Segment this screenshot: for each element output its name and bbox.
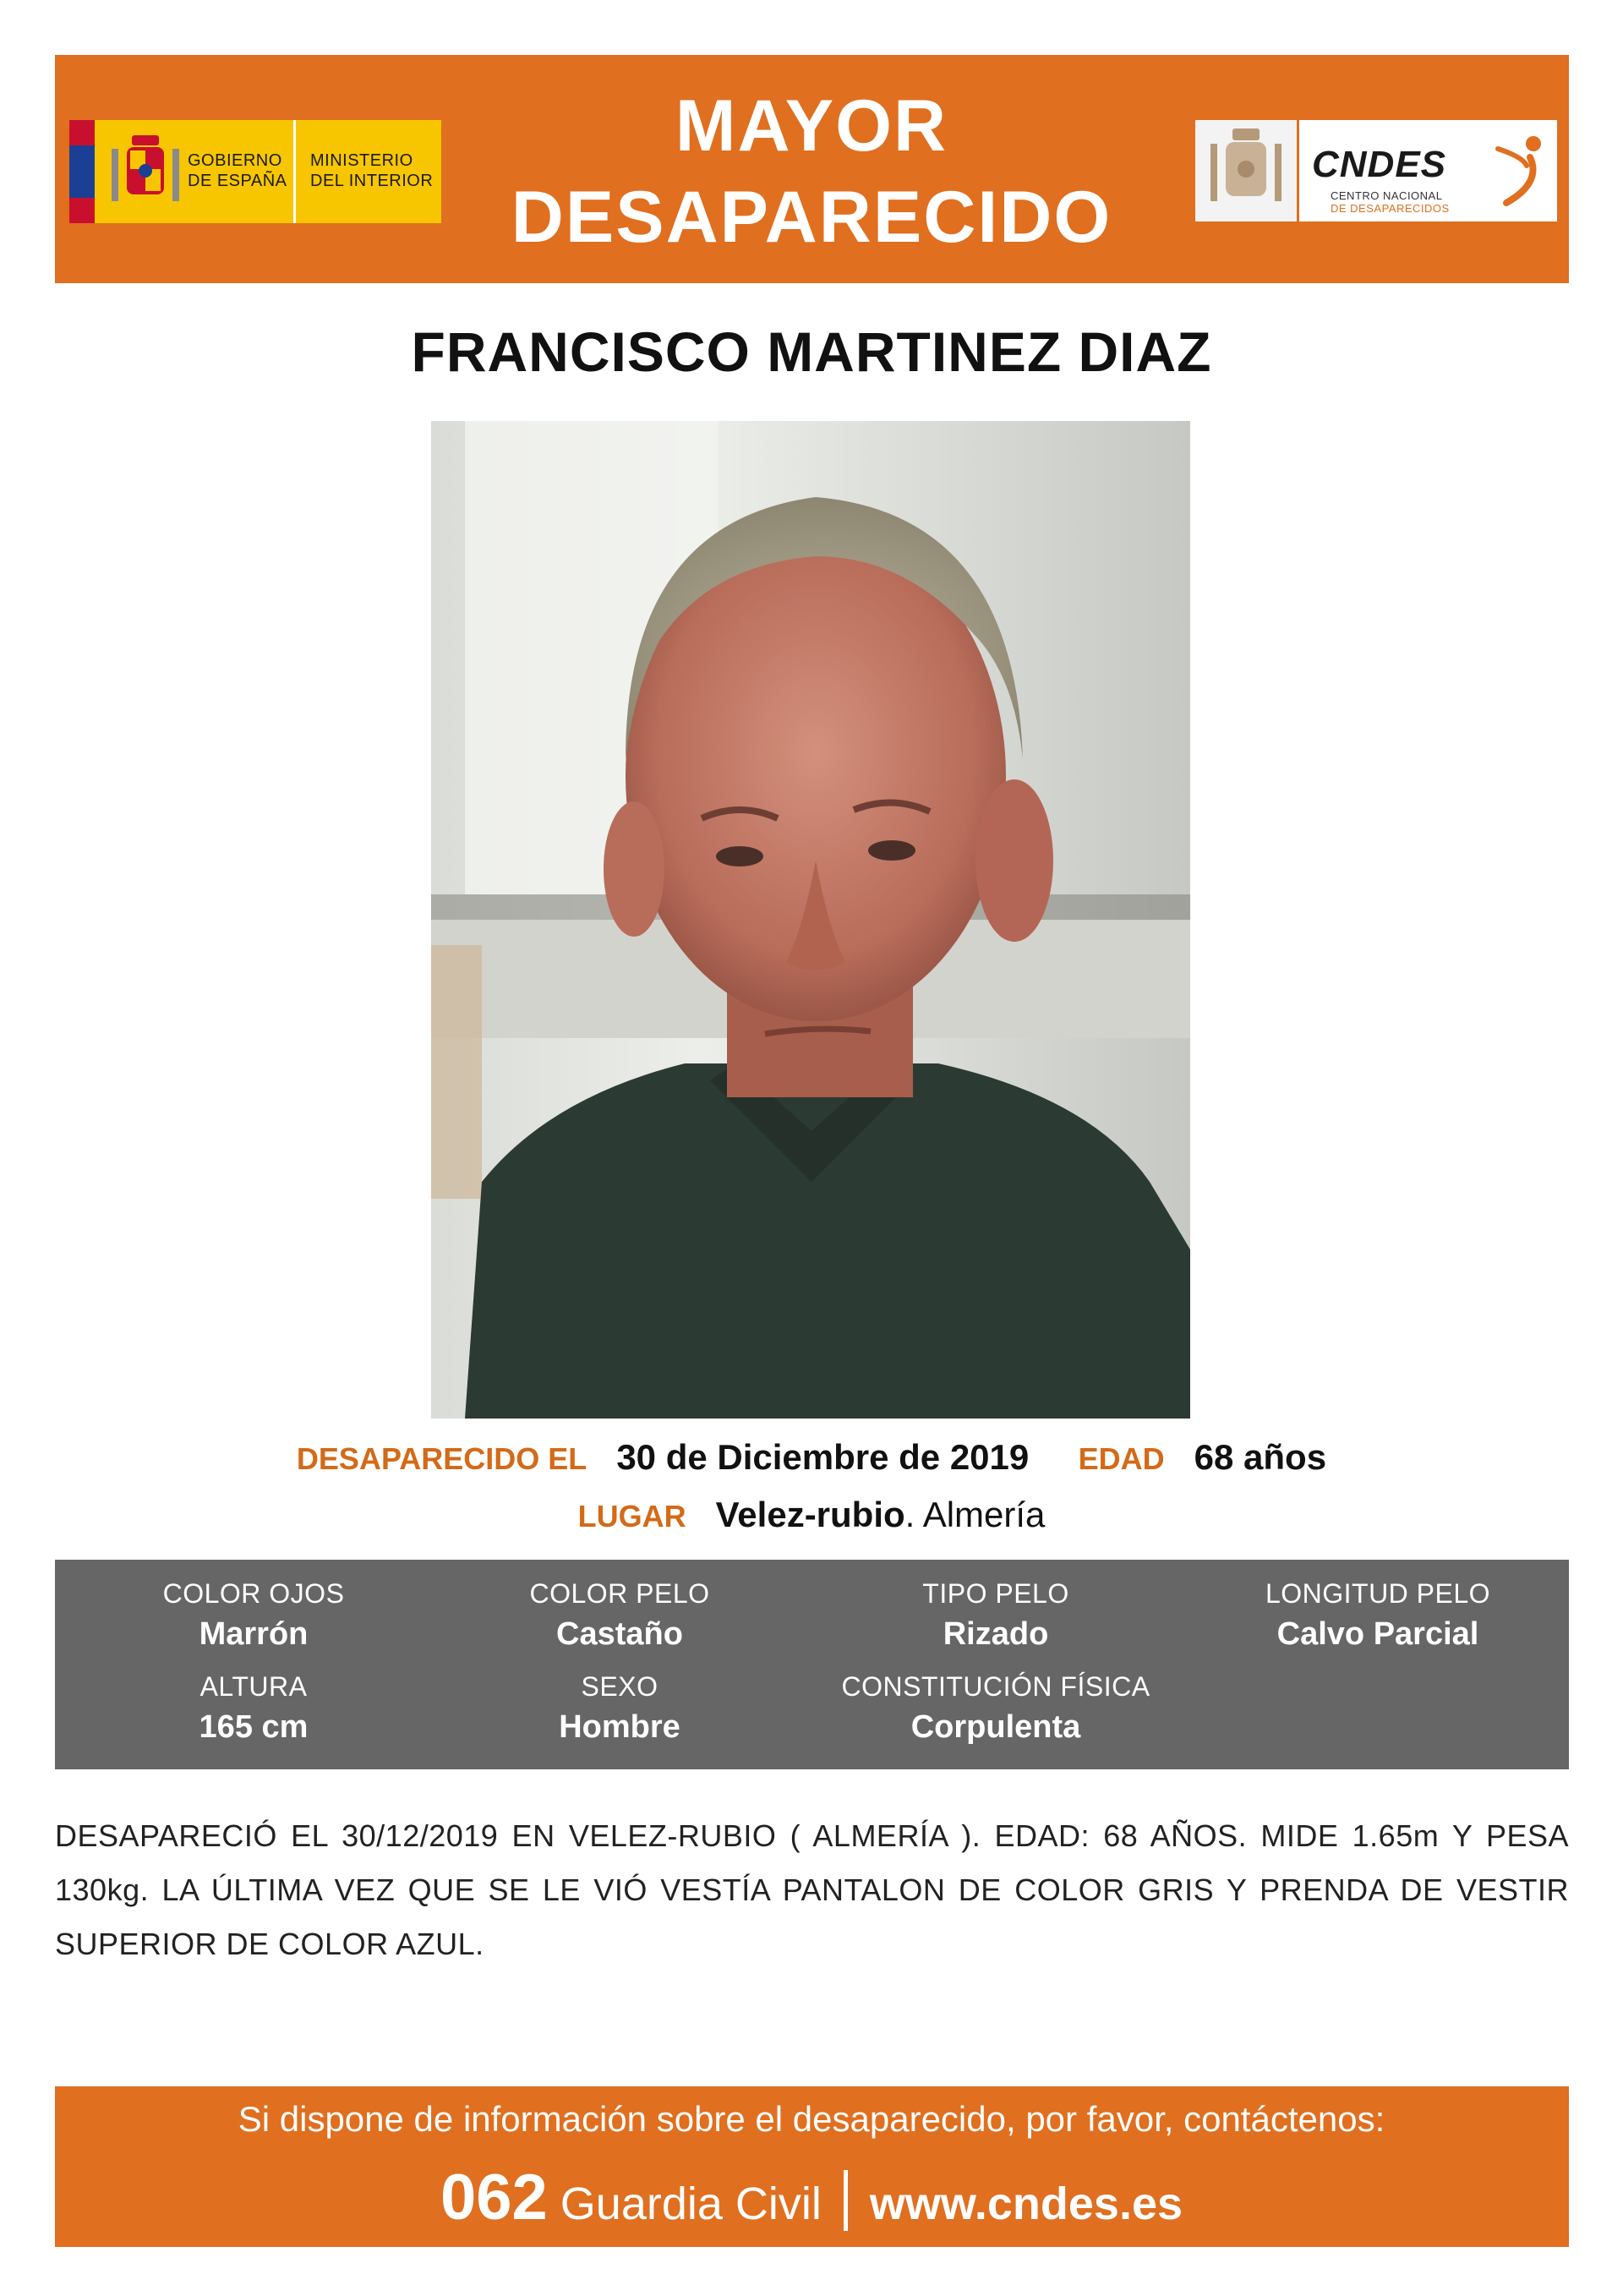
detail-value: Castaño	[556, 1616, 683, 1652]
detail-value: Calvo Parcial	[1276, 1616, 1479, 1652]
detail-build	[827, 1671, 1165, 1746]
missing-date-value: 30 de Diciembre de 2019	[616, 1437, 1030, 1477]
place-label: LUGAR	[577, 1499, 686, 1533]
physical-details-panel	[55, 1560, 1569, 1769]
detail-value: 165 cm	[199, 1709, 309, 1745]
detail-label: ALTURA	[199, 1671, 308, 1702]
detail-value: Hombre	[559, 1709, 680, 1745]
ministry-name-line1: MINISTERIO	[310, 151, 413, 170]
detail-sex	[451, 1671, 789, 1746]
detail-hair-length	[1209, 1578, 1547, 1653]
place-town: Velez-rubio	[715, 1495, 905, 1534]
poster-title-line2: DESAPARECIDO	[511, 177, 1112, 258]
detail-label: COLOR PELO	[529, 1578, 710, 1609]
place-line	[0, 1495, 1623, 1535]
cndes-subtitle-line2: DE DESAPARECIDOS	[1331, 202, 1450, 215]
running-figure-icon	[1489, 132, 1550, 208]
detail-value: Rizado	[943, 1616, 1049, 1652]
case-description: DESAPARECIÓ EL 30/12/2019 EN VELEZ-RUBIO ( ALMERÍA ). EDAD: 68 AÑOS. MIDE 1.65m Y PESA 130kg. LA ÚLTIMA VEZ QUE SE LE VIÓ VESTÍA PANTALON DE COLOR GRIS Y PRENDA DE VESTIR SUPERIOR DE COLOR AZUL.	[55, 1818, 1569, 1961]
crest-icon	[1195, 120, 1297, 221]
place-province: . Almería	[904, 1495, 1046, 1534]
poster-title-line1: MAYOR	[675, 85, 948, 167]
contact-line	[0, 2161, 1623, 2234]
gov-name-line1: GOBIERNO	[188, 151, 282, 170]
detail-value: Corpulenta	[910, 1709, 1081, 1745]
missing-date-label: DESAPARECIDO EL	[296, 1441, 587, 1476]
cndes-logo	[1195, 120, 1557, 221]
detail-hair-type	[827, 1578, 1165, 1653]
age-label: EDAD	[1078, 1441, 1165, 1476]
ministry-name-line2: DEL INTERIOR	[310, 172, 434, 190]
phone-number[interactable]: 062	[440, 2162, 548, 2233]
cndes-subtitle-line1: CENTRO NACIONAL	[1331, 189, 1443, 202]
detail-hair-color	[451, 1578, 789, 1653]
detail-eye-color	[85, 1578, 423, 1653]
website-link[interactable]: www.cndes.es	[869, 2178, 1183, 2229]
contact-instruction: Si dispone de información sobre el desaparecido, por favor, contáctenos:	[238, 2099, 1385, 2139]
missing-person-name: FRANCISCO MARTINEZ DIAZ	[411, 320, 1212, 383]
age-value: 68 años	[1194, 1437, 1327, 1477]
detail-label: TIPO PELO	[922, 1578, 1069, 1609]
person-photo	[431, 421, 1190, 1419]
missing-summary-line	[0, 1437, 1623, 1478]
contact-divider	[844, 2170, 848, 2231]
detail-label: COLOR OJOS	[162, 1578, 345, 1609]
detail-value: Marrón	[199, 1616, 309, 1652]
gov-name-line2: DE ESPAÑA	[188, 172, 287, 190]
detail-label: LONGITUD PELO	[1265, 1578, 1491, 1609]
agency-name: Guardia Civil	[560, 2178, 822, 2229]
cndes-wordmark: CNDES	[1312, 144, 1447, 185]
detail-height	[85, 1671, 423, 1746]
detail-label: SEXO	[581, 1671, 658, 1702]
cndes-crest	[1195, 120, 1299, 221]
detail-label: CONSTITUCIÓN FÍSICA	[841, 1671, 1150, 1702]
